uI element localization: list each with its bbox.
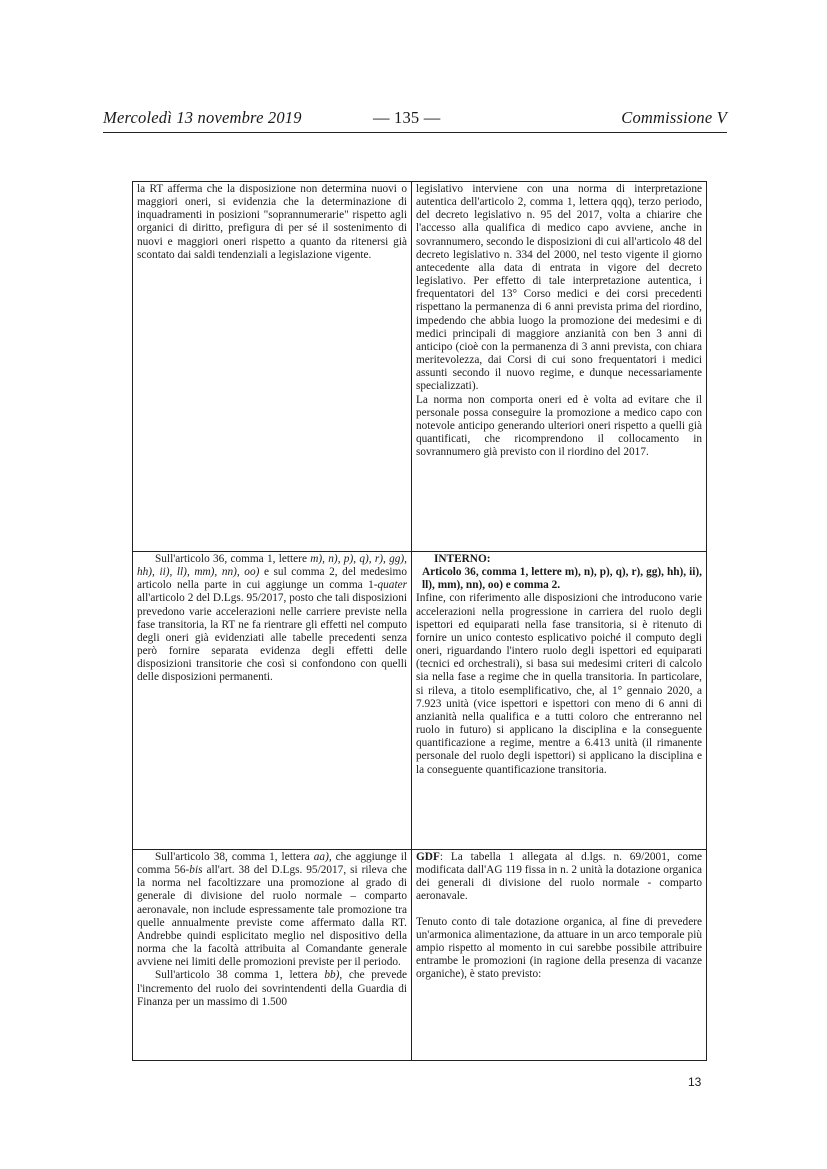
comparison-table [132, 181, 707, 1061]
quater-italic: quater [377, 579, 407, 592]
table-row [133, 850, 707, 1061]
row2-left-text [137, 553, 407, 685]
text-run: Sull'articolo 38 comma 1, lettera [155, 969, 325, 982]
row1-right-cell [412, 182, 707, 552]
text-run: Sull'articolo 38, comma 1, lettera [155, 851, 314, 863]
text-run: : La tabella 1 allegata al d.lgs. n. 69/2001, come modificata dall'AG 119 fissa in n. 2 unità la dotazione organica dei generali di divisione del ruolo normale - comparto aeronavale. [416, 851, 702, 903]
letter-italic: aa), [313, 851, 332, 863]
text-run: e sul comma 2, del medesimo articolo nella parte in cui aggiunge un comma 1- [137, 566, 407, 592]
row1-right-paragraph-2: La norma non comporta oneri ed è volta ad evitare che il personale possa conseguire la promozione a medico capo con notevole anticipo generando ulteriori oneri rispetto a quelli già quantificati, che ricomprendono il collocamento in sovrannumero già previsto con il riordino del 2017. [416, 393, 702, 459]
row2-right-body: Infine, con riferimento alle disposizioni che introducono varie accelerazioni nella progressione in carriera del ruolo degli ispettori ed equiparati nella fase transitoria, si è ritenuto di fornire un unico contesto esplicativo poiché il computo degli oneri, riguardando l'intero ruolo degli ispettori ed equiparati (tecnici ed orchestrali), si basa sui medesimi criteri di calcolo sia nella fase a regime che in quella transitoria. In particolare, si rileva, a titolo esemplificativo, che, al 1° gennaio 2020, a 7.923 unità (vice ispettori e ispettori con meno di 6 anni di anzianità nella qualifica e a tutti coloro che entreranno nel ruolo in futuro) si applicano la disciplina e la conseguente quantificazione a regime, mentre a 6.413 unità (il rimanente personale del ruolo degli ispettori) si applicano la disciplina e la conseguente quantificazione transitoria. [416, 592, 702, 776]
section-heading-interno: INTERNO: [434, 553, 491, 565]
row2-right-cell [412, 552, 707, 850]
table-row [133, 552, 707, 850]
text-run: Sull'articolo 36, comma 1, lettere [155, 553, 311, 565]
row1-right-paragraph-1: legislativo interviene con una norma di interpretazione autentica dell'articolo 2, comma 1, lettera qqq), terzo periodo, del decreto legislativo n. 95 del 2017, volta a chiarire che l'accesso alla qualifica di medico capo avviene, anche in sovrannumero, secondo le disposizioni di cui all'articolo 48 del decreto legislativo n. 334 del 2000, nel testo vigente il giorno antecedente alla data di entrata in vigore del decreto legislativo. Per effetto di tale interpretazione autentica, i frequentatori del 13° Corso medici e dei corsi precedenti rispettano la permanenza di 6 anni prevista prima del riordino, impedendo che abbia luogo la promozione dei medesimi e di medici principali di maggiore anzianità con ben 3 anni di anticipo (cioè con la permanenza di 3 anni prevista, con chiara meritevolezza, dai Corsi di cui sono frequentatori i medici assunti secondo il nuovo regime, e dunque necessariamente specializzati). [416, 183, 702, 393]
row1-left-text: la RT afferma che la disposizione non determina nuovi o maggiori oneri, si evidenzia che la determinazione di inquadramenti in posizioni "soprannumerarie" rispetto agli organici di diritto, prefigura di per sé il sostenimento di nuovi e maggiori oneri rispetto a quanto da ritenersi già scontato dai saldi tendenziali a legislazione vigente. [137, 183, 407, 261]
row1-left-cell [133, 182, 412, 552]
letters-italic: m), n), p), q), r), gg), hh), ii), ll), mm), nn), oo) [137, 553, 407, 579]
page-header [103, 108, 727, 133]
row3-left-paragraph-1 [137, 851, 407, 969]
section-subheading: Articolo 36, comma 1, lettere m), n), p), q), r), gg), hh), ii), ll), mm), nn), oo) e comma 2. [422, 566, 702, 592]
row3-right-paragraph-1 [416, 851, 702, 904]
letter-italic: bb), [324, 969, 343, 982]
text-run: all'articolo 2 del D.Lgs. 95/2017, posto che tali disposizioni prevedono varie accelerazioni nelle carriere previste nella fase transitoria, la RT ne fa rientrare gli effetti nel computo degli oneri già evidenziati alle tabelle precedenti senza però fornire separata evidenza degli effetti delle disposizioni transitorie che così si confondono con quelli delle disposizioni permanenti. [137, 592, 407, 684]
row2-left-cell [133, 552, 412, 850]
text-run: che aggiunge il comma 56- [137, 851, 407, 877]
row3-left-paragraph-2 [137, 969, 407, 1008]
row3-right-paragraph-2: Tenuto conto di tale dotazione organica, al fine di prevedere un'armonica alimentazione, da attuare in un arco temporale più ampio rispetto al momento in cui sarebbe possibile attribuire entrambe le promozioni (in ragione della presenza di vacanze organiche), è stato previsto: [416, 915, 702, 981]
text-run: che prevede l'incremento del ruolo dei sovrintendenti della Guardia di Finanza per un massimo di 1.500 [137, 969, 408, 1008]
bis-italic: bis [189, 864, 203, 877]
gdf-label: GDF [416, 851, 440, 863]
header-commission: Commissione V [621, 108, 727, 127]
table-row [133, 182, 707, 552]
row3-right-cell [412, 850, 707, 1061]
spacer [416, 904, 702, 916]
row3-left-cell [133, 850, 412, 1061]
footer-page-number: 13 [688, 1075, 702, 1089]
header-date: Mercoledì 13 novembre 2019 [103, 108, 302, 127]
text-run: all'art. 38 del D.Lgs. 95/2017, si rileva che la norma nel facoltizzare una promozione al grado di generale di divisione del ruolo normale – comparto aeronavale, non include espressamente tale promozione tra quelle annualmente previste come affermato dalla RT. Andrebbe quindi esplicitato meglio nel dispositivo della norma che la facoltà attribuita al Comandante generale avviene nei limiti delle promozioni previste per il periodo. [137, 864, 407, 969]
header-page-number: — 135 — [373, 108, 441, 127]
